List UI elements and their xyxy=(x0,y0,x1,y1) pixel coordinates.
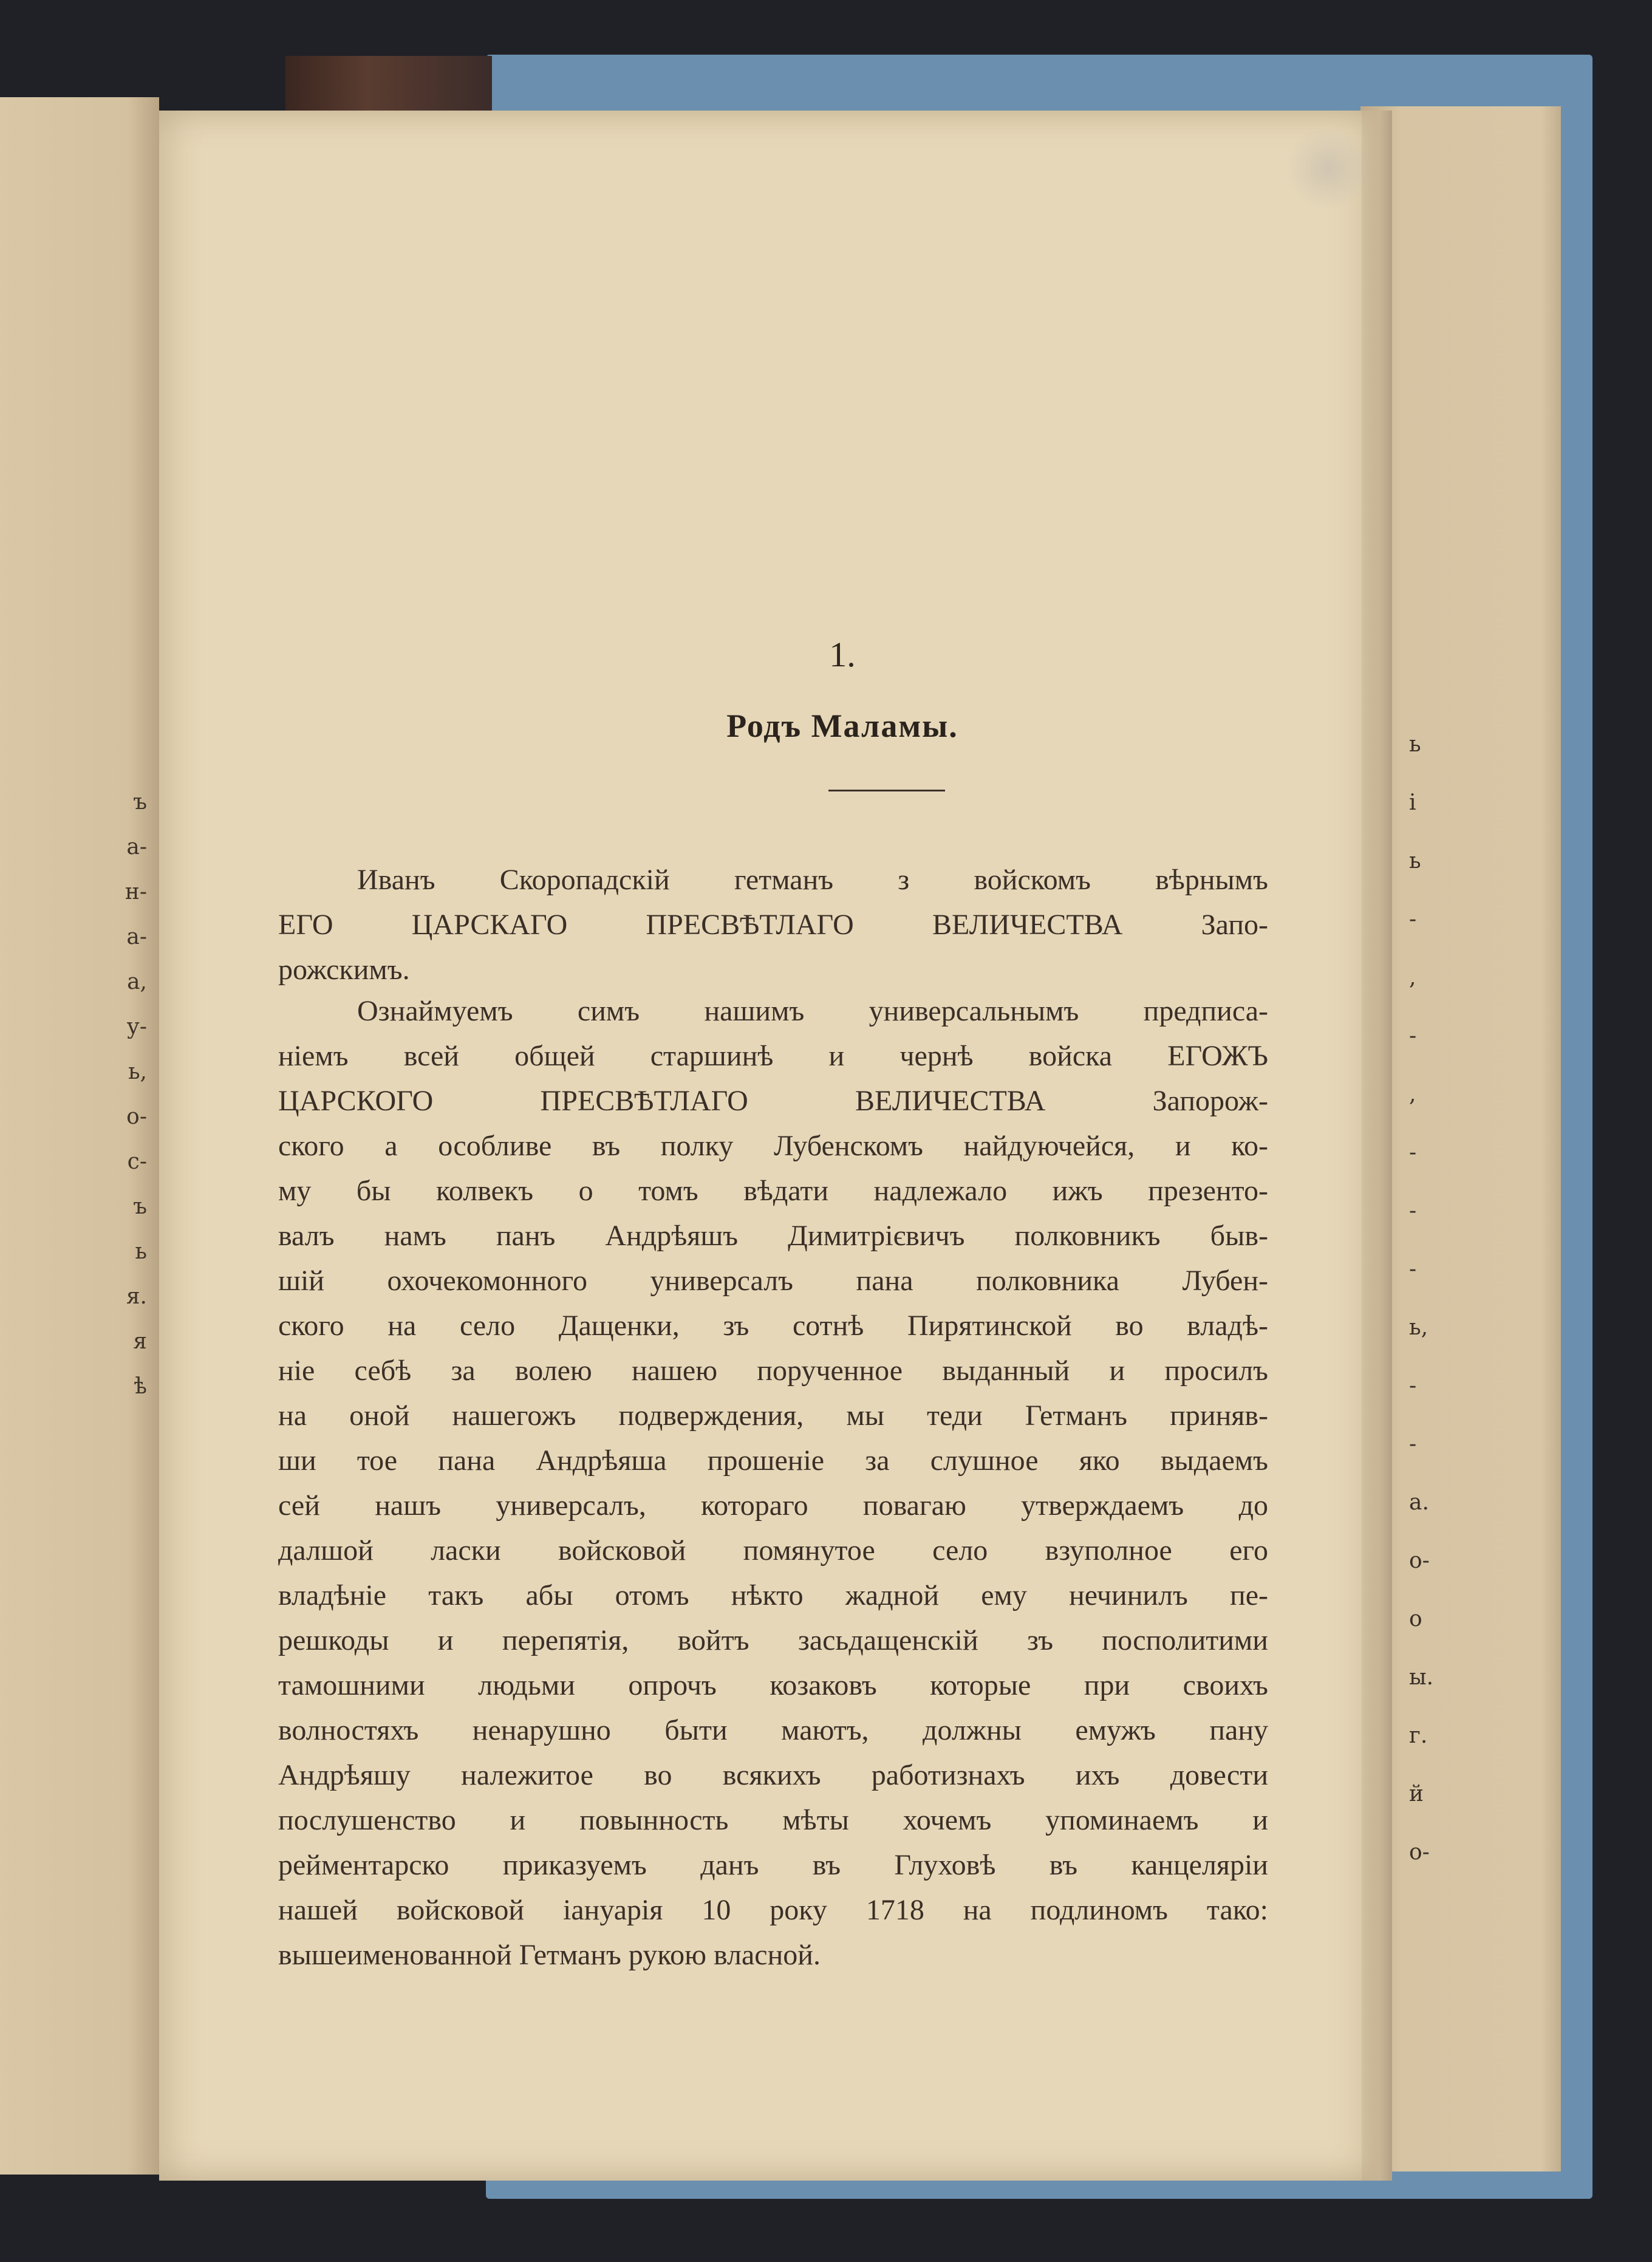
text-line: послушенство и повынность мѣты хочемъ упоминаемъ и xyxy=(278,1804,1268,1836)
text-fragment: ѣ xyxy=(134,1374,147,1399)
text-line: решкоды и перепятія, войтъ засьдащенскій зъ посполитими xyxy=(278,1624,1268,1656)
text-fragment: ы. xyxy=(1409,1665,1434,1690)
text-fragment: й xyxy=(1409,1782,1424,1806)
text-fragment: - xyxy=(1409,1432,1417,1457)
text-line: ніе себѣ за волею нашею порученное выданный и просилъ xyxy=(278,1355,1268,1387)
text-fragment: - xyxy=(1409,1257,1417,1282)
text-line: тамошними людьми опрочъ козаковъ которые при своихъ xyxy=(278,1669,1268,1701)
text-fragment: а- xyxy=(126,924,147,949)
text-fragment: а, xyxy=(127,969,147,994)
text-fragment: , xyxy=(1409,965,1416,990)
text-fragment: я. xyxy=(126,1284,147,1309)
text-fragment: н- xyxy=(125,880,147,904)
text-fragment: і xyxy=(1409,790,1416,815)
chapter-title: Родъ Маламы. xyxy=(726,708,958,744)
paragraph-1 xyxy=(278,858,1268,993)
text-line: ского на село Дащенки, зъ сотнѣ Пирятинской во владѣ- xyxy=(278,1310,1268,1342)
text-fragment: а. xyxy=(1409,1490,1429,1515)
text-line: валъ намъ панъ Андрѣяшъ Димитрієвичъ полковникъ быв- xyxy=(278,1220,1268,1252)
text-fragment: ъ xyxy=(133,790,147,815)
text-line: Ознаймуемъ симъ нашимъ универсальнымъ предписа- xyxy=(357,995,1268,1027)
paper-stain xyxy=(1283,129,1374,208)
text-line: Андрѣяшу належитое во всякихъ работизнахъ ихъ довести xyxy=(278,1759,1268,1791)
text-fragment: о xyxy=(1409,1607,1422,1632)
text-line: волностяхъ ненарушно быти маютъ, должны емужъ пану xyxy=(278,1714,1268,1746)
text-fragment: , xyxy=(1409,1082,1416,1107)
text-line: вышеименованной Гетманъ рукою власной. xyxy=(278,1939,821,1971)
text-fragment: ь xyxy=(1409,849,1421,873)
text-line: ши тое пана Андрѣяша прошеніе за слушное яко выдаемъ xyxy=(278,1444,1268,1477)
text-line: владѣніе такъ абы отомъ нѣкто жадной ему нечинилъ пе- xyxy=(278,1579,1268,1611)
left-facing-page xyxy=(0,97,159,2175)
chapter-number: 1. xyxy=(829,635,856,674)
text-line: Иванъ Скоропадскій гетманъ з войскомъ вѣрнымъ xyxy=(357,864,1268,896)
paragraph-2 xyxy=(278,989,1268,1978)
page-edge-shadow xyxy=(1362,111,1392,2181)
text-fragment: ь, xyxy=(128,1059,147,1084)
text-fragment: с- xyxy=(127,1149,147,1174)
text-line: нашей войсковой іануарія 10 року 1718 на подлиномъ тако: xyxy=(278,1894,1268,1926)
text-line: му бы колвекъ о томъ вѣдати надлежало ижъ презенто- xyxy=(278,1175,1268,1207)
text-fragment: - xyxy=(1409,1198,1417,1223)
title-divider xyxy=(828,790,945,791)
text-fragment: - xyxy=(1409,1023,1417,1048)
text-line: рожскимъ. xyxy=(278,954,410,986)
text-fragment: о- xyxy=(1409,1548,1430,1573)
text-fragment: ь, xyxy=(1409,1315,1428,1340)
text-line: ЦАРСКОГО ПРЕСВѢТЛАГО ВЕЛИЧЕСТВА Запорож- xyxy=(278,1085,1268,1117)
text-line: на оной нашегожъ подверждения, мы теди Гетманъ приняв- xyxy=(278,1399,1268,1432)
text-fragment: о- xyxy=(126,1104,147,1129)
main-page xyxy=(159,111,1392,2181)
text-line: ЕГО ЦАРСКАГО ПРЕСВѢТЛАГО ВЕЛИЧЕСТВА Запо- xyxy=(278,909,1268,941)
text-line: сей нашъ универсалъ, котораго повагаю утверждаемъ до xyxy=(278,1489,1268,1522)
book-spine xyxy=(285,56,492,111)
text-fragment: - xyxy=(1409,907,1417,932)
text-fragment: г. xyxy=(1409,1723,1428,1748)
text-line: рейментарско приказуемъ данъ въ Глуховѣ въ канцеляріи xyxy=(278,1849,1268,1881)
text-fragment: а- xyxy=(126,835,147,859)
text-fragment: я xyxy=(133,1329,147,1354)
left-page-text-fragments xyxy=(0,97,159,2175)
text-fragment: ь xyxy=(135,1239,147,1264)
text-line: шій охочекомонного универсалъ пана полковника Лубен- xyxy=(278,1265,1268,1297)
text-fragment: ь xyxy=(1409,732,1421,757)
text-line: ского а особливе въ полку Лубенскомъ найдуючейся, и ко- xyxy=(278,1130,1268,1162)
text-line: далшой ласки войсковой помянутое село взуполное его xyxy=(278,1534,1268,1567)
text-fragment: ъ xyxy=(133,1194,147,1219)
text-fragment: - xyxy=(1409,1140,1417,1165)
text-fragment: у- xyxy=(126,1014,147,1039)
text-line: ніемъ всей общей старшинѣ и чернѣ войска ЕГОЖЪ xyxy=(278,1040,1268,1072)
text-fragment: о- xyxy=(1409,1840,1430,1865)
text-fragment: - xyxy=(1409,1373,1417,1398)
